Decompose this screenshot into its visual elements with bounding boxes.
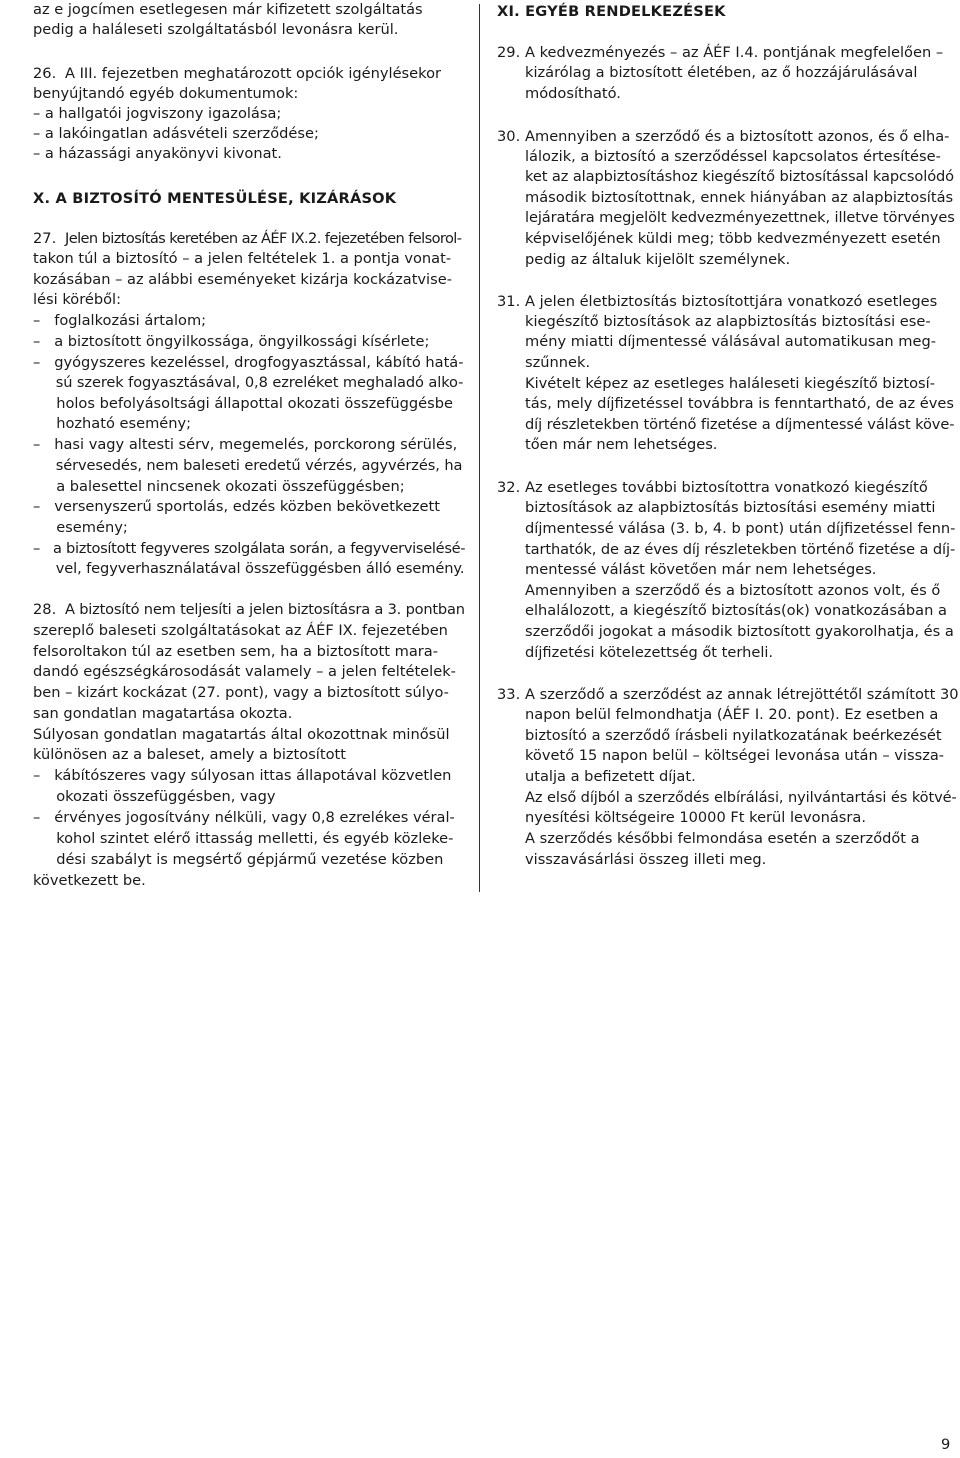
list-item: – érvényes jogosítvány nélküli, vagy 0,8 ezrelékes véral- xyxy=(33,809,455,826)
list-item: sú szerek fogyasztásával, 0,8 ezreléket meghaladó alko- xyxy=(33,374,464,391)
list-item: dési szabályt is megsértő gépjármű vezetése közben xyxy=(33,851,444,868)
item-line: napon belül felmondhatja (ÁÉF I. 20. pont). Ez esetben a xyxy=(525,706,939,723)
item-line: Amennyiben a szerződő és a biztosított azonos, és ő elha- xyxy=(525,128,950,145)
item-line: lési köréből: xyxy=(33,291,122,308)
item-line: A kedvezményezés – az ÁÉF I.4. pontjának megfelelően – xyxy=(525,44,944,61)
item-number: 29. xyxy=(497,44,521,61)
item-line: Kivételt képez az esetleges haláleseti kiegészítő biztosí- xyxy=(525,375,935,392)
item-line: biztosító a szerződő írásbeli nyilatkozatának beérkezését xyxy=(525,727,942,744)
list-item: okozati összefüggésben, vagy xyxy=(33,788,276,805)
intro-line: az e jogcímen esetlegesen már kifizetett szolgáltatás xyxy=(33,1,423,18)
list-item: – a házassági anyakönyvi kivonat. xyxy=(33,145,282,162)
list-item: vel, fegyverhasználatával összefüggésben álló esemény. xyxy=(33,560,465,577)
item-line: szereplő baleseti szolgáltatásokat az ÁÉF IX. fejezetében xyxy=(33,622,448,639)
item-line: szerződői jogokat a második biztosított gyakorolhatja, és a xyxy=(525,623,954,640)
column-divider xyxy=(479,4,480,892)
intro-line: pedig a haláleseti szolgáltatásból levonásra kerül. xyxy=(33,21,399,38)
item-line: felsoroltakon túl az esetben sem, ha a biztosított mara- xyxy=(33,643,438,660)
list-item: hozható esemény; xyxy=(33,415,192,432)
item-line: visszavásárlási összeg illeti meg. xyxy=(525,851,767,868)
item-line: szűnnek. xyxy=(525,354,591,371)
list-item: – foglalkozási ártalom; xyxy=(33,312,207,329)
item-line: utalja a befizetett díjat. xyxy=(525,768,696,785)
item-line: elhalálozott, a kiegészítő biztosítás(ok) vonatkozásában a xyxy=(525,602,947,619)
item-line: követő 15 napon belül – költségei levonása után – vissza- xyxy=(525,747,945,764)
list-item: – kábítószeres vagy súlyosan ittas állapotával közvetlen xyxy=(33,767,452,784)
list-item: esemény; xyxy=(33,519,128,536)
list-item: – versenyszerű sportolás, edzés közben bekövetkezett xyxy=(33,498,440,515)
item-line: san gondatlan magatartása okozta. xyxy=(33,705,293,722)
list-item: holos befolyásoltsági állapottal okozati összefüggésbe xyxy=(33,395,453,412)
section-heading: XI. EGYÉB RENDELKEZÉSEK xyxy=(497,3,726,20)
item-line: takon túl a biztosító – a jelen feltételek 1. a pontja vonat- xyxy=(33,250,452,267)
item-line: különösen az a baleset, amely a biztosított xyxy=(33,746,346,763)
item-line: A szerződő a szerződést az annak létrejöttétől számított 30 xyxy=(525,686,959,703)
page-number: 9 xyxy=(941,1436,951,1453)
item-line: következett be. xyxy=(33,872,146,889)
item-number: 26. xyxy=(33,65,57,82)
list-item: a balesettel nincsenek okozati összefüggésben; xyxy=(33,478,405,495)
item-line: ben – kizárt kockázat (27. pont), vagy a biztosított súlyo- xyxy=(33,684,449,701)
item-line: A jelen életbiztosítás biztosítottjára vonatkozó esetleges xyxy=(525,293,938,310)
item-line: pedig az általuk kijelölt személynek. xyxy=(525,251,791,268)
item-line: biztosítások az alapbiztosítás biztosítási esemény miatti xyxy=(525,499,936,516)
list-item: sérvesedés, nem baleseti eredetű vérzés, agyvérzés, ha xyxy=(33,457,463,474)
item-line: A szerződés későbbi felmondása esetén a szerződőt a xyxy=(525,830,920,847)
list-item: – gyógyszeres kezeléssel, drogfogyasztással, kábító hatá- xyxy=(33,354,464,371)
item-line: mény miatti díjmentessé válásával automatikusan meg- xyxy=(525,333,936,350)
list-item: – a biztosított fegyveres szolgálata során, a fegyverviselésé- xyxy=(33,540,466,557)
item-line: ket az alapbiztosításhoz kiegészítő biztosítással kapcsolódó xyxy=(525,168,955,185)
item-line: módosítható. xyxy=(525,85,621,102)
item-line: díj részletekben történő fizetése a díjmentessé válást köve- xyxy=(525,416,955,433)
item-number: 32. xyxy=(497,479,521,496)
item-line: tarthatók, de az éves díj részletekben történő fizetése a díj- xyxy=(525,541,956,558)
item-line: Súlyosan gondatlan magatartás által okozottnak minősül xyxy=(33,726,450,743)
item-line: A III. fejezetben meghatározott opciók igénylésekor xyxy=(65,65,441,82)
list-item: – a hallgatói jogviszony igazolása; xyxy=(33,105,282,122)
item-line: tően már nem lehetséges. xyxy=(525,436,718,453)
item-number: 33. xyxy=(497,686,521,703)
list-item: – a biztosított öngyilkossága, öngyilkossági kísérlete; xyxy=(33,333,430,350)
item-line: Jelen biztosítás keretében az ÁÉF IX.2. fejezetében felsorol- xyxy=(65,230,462,247)
item-line: Az első díjból a szerződés elbírálási, nyilvántartási és kötvé- xyxy=(525,789,957,806)
item-line: dandó egészségkárosodását valamely – a jelen feltételek- xyxy=(33,663,456,680)
item-line: benyújtandó egyéb dokumentumok: xyxy=(33,85,299,102)
item-line: A biztosító nem teljesíti a jelen biztosításra a 3. pontban xyxy=(65,601,465,618)
item-line: lejáratára megjelölt kedvezményezettnek, illetve törvényes xyxy=(525,209,955,226)
item-line: kizárólag a biztosított életében, az ő hozzájárulásával xyxy=(525,64,918,81)
item-line: tás, mely díjfizetéssel továbbra is fenntartható, de az éves xyxy=(525,395,954,412)
item-line: lálozik, a biztosító a szerződéssel kapcsolatos értesítése- xyxy=(525,148,941,165)
item-number: 30. xyxy=(497,128,521,145)
item-line: második biztosítottnak, ennek hiányában az alapbiztosítás xyxy=(525,189,954,206)
item-number: 31. xyxy=(497,293,521,310)
list-item: – a lakóingatlan adásvételi szerződése; xyxy=(33,125,319,142)
item-line: nyesítési költségeire 10000 Ft kerül levonásra. xyxy=(525,809,866,826)
item-number: 27. xyxy=(33,230,57,247)
item-line: Az esetleges további biztosítottra vonatkozó kiegészítő xyxy=(525,479,928,496)
item-line: díjfizetési kötelezettség őt terheli. xyxy=(525,644,774,661)
item-line: Amennyiben a szerződő és a biztosított azonos volt, és ő xyxy=(525,582,941,599)
list-item: – hasi vagy altesti sérv, megemelés, porckorong sérülés, xyxy=(33,436,458,453)
list-item: kohol szintet elérő ittasság melletti, és egyéb közleke- xyxy=(33,830,454,847)
item-line: kozásában – az alábbi eseményeket kizárja kockázatvise- xyxy=(33,271,452,288)
item-line: mentessé válást követően már nem lehetséges. xyxy=(525,561,877,578)
item-line: díjmentessé válása (3. b, 4. b pont) után díjfizetéssel fenn- xyxy=(525,520,956,537)
item-line: kiegészítő biztosítások az alapbiztosítás biztosítási ese- xyxy=(525,313,931,330)
section-heading: X. A BIZTOSÍTÓ MENTESÜLÉSE, KIZÁRÁSOK xyxy=(33,190,397,207)
item-number: 28. xyxy=(33,601,57,618)
item-line: képviselőjének küldi meg; több kedvezményezett esetén xyxy=(525,230,941,247)
